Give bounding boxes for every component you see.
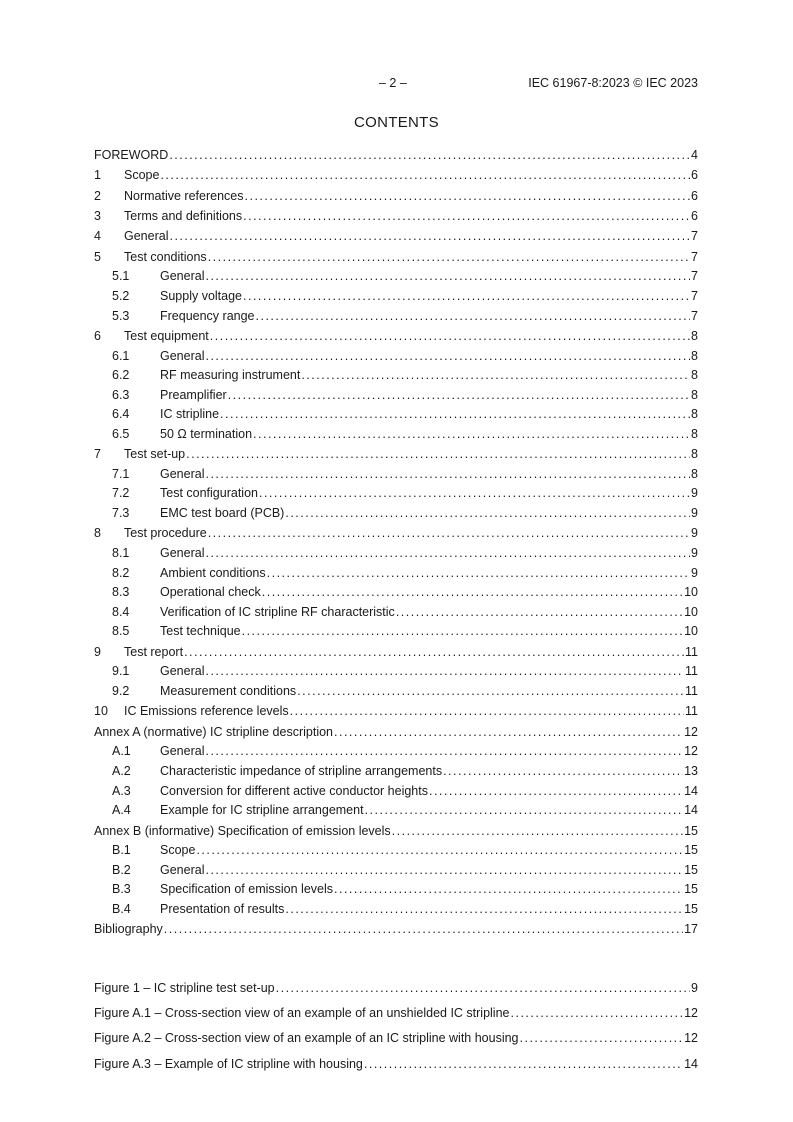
toc-entry-number: 9 xyxy=(94,644,101,659)
toc-entry-page: 10 xyxy=(684,624,698,639)
toc-entry[interactable] xyxy=(94,186,698,206)
toc-entry-title: Example for IC stripline arrangement xyxy=(160,803,364,818)
toc-entry[interactable] xyxy=(94,662,698,682)
toc-entry-page: 9 xyxy=(691,980,698,995)
dot-leader xyxy=(196,841,683,861)
dot-leader xyxy=(205,544,690,564)
dot-leader xyxy=(334,723,683,743)
toc-entry-page: 11 xyxy=(685,664,698,679)
toc-entry-page: 14 xyxy=(684,783,698,798)
toc-entry-title: Annex B (informative) Specification of emission levels xyxy=(94,823,391,838)
dot-leader xyxy=(186,445,690,465)
toc-entry-title: Normative references xyxy=(124,188,244,203)
toc-entry[interactable] xyxy=(94,742,698,762)
toc-entry[interactable] xyxy=(94,484,698,504)
toc-entry-page: 12 xyxy=(684,724,698,739)
toc-entry-number: 6.5 xyxy=(112,426,130,441)
toc-entry[interactable] xyxy=(94,702,698,722)
toc-entry-title: IC Emissions reference levels xyxy=(124,704,289,719)
toc-entry-page: 15 xyxy=(684,901,698,916)
toc-entry[interactable] xyxy=(94,920,698,940)
toc-entry[interactable] xyxy=(94,405,698,425)
toc-entry-page: 4 xyxy=(691,147,698,162)
toc-entry-page: 11 xyxy=(685,684,698,698)
toc-entry-title: Test report xyxy=(124,644,184,659)
toc-entry[interactable] xyxy=(94,165,698,185)
dot-leader xyxy=(184,643,684,663)
toc-entry[interactable] xyxy=(94,544,698,564)
toc-entry-page: 7 xyxy=(691,308,698,323)
toc-entry-title: Test set-up xyxy=(124,447,186,462)
toc-entry-title: Test technique xyxy=(160,624,241,639)
toc-entry-page: 12 xyxy=(684,744,698,759)
toc-entry-page: 9 xyxy=(691,565,698,580)
toc-entry[interactable] xyxy=(94,583,698,603)
figure-entry[interactable] xyxy=(94,975,698,1000)
toc-entry-title: Specification of emission levels xyxy=(160,882,333,897)
table-of-contents xyxy=(94,145,698,940)
toc-entry[interactable] xyxy=(94,861,698,881)
dot-leader xyxy=(205,662,684,682)
document-id: IEC 61967-8:2023 © IEC 2023 xyxy=(528,76,698,90)
dot-leader xyxy=(243,287,690,307)
toc-entry-title: General xyxy=(160,862,205,877)
figure-entry[interactable] xyxy=(94,1026,698,1051)
page-number: – 2 – xyxy=(379,76,407,90)
dot-leader xyxy=(242,622,683,642)
toc-entry-page: 9 xyxy=(691,486,698,501)
toc-entry-number: 5.1 xyxy=(112,269,130,284)
toc-entry[interactable] xyxy=(94,307,698,327)
toc-entry-title: Supply voltage xyxy=(160,288,243,303)
toc-entry[interactable] xyxy=(94,622,698,642)
toc-entry-page: 7 xyxy=(691,249,698,264)
dot-leader xyxy=(169,227,690,247)
toc-entry-title: Bibliography xyxy=(94,922,163,937)
toc-entry-title: Frequency range xyxy=(160,308,255,323)
dot-leader xyxy=(334,880,683,900)
toc-entry-number: 9.2 xyxy=(112,684,130,698)
toc-entry-number: A.1 xyxy=(112,744,131,759)
toc-entry-number: 8.1 xyxy=(112,546,130,561)
toc-entry-number: B.3 xyxy=(112,882,131,897)
dot-leader xyxy=(228,386,690,406)
toc-entry-number: B.2 xyxy=(112,862,131,877)
toc-entry-number: 10 xyxy=(94,704,108,719)
toc-entry-title: General xyxy=(160,664,205,679)
toc-entry-page: 13 xyxy=(684,763,698,778)
dot-leader xyxy=(243,207,690,227)
toc-entry[interactable] xyxy=(94,347,698,367)
dot-leader xyxy=(169,146,690,166)
toc-entry-title: Figure 1 – IC stripline test set-up xyxy=(94,980,275,995)
toc-entry-page: 10 xyxy=(684,604,698,619)
toc-entry-number: 6.3 xyxy=(112,387,130,402)
toc-entry[interactable] xyxy=(94,762,698,782)
toc-entry-title: Terms and definitions xyxy=(124,208,243,223)
figure-entry[interactable] xyxy=(94,1000,698,1025)
toc-entry-number: 7.2 xyxy=(112,486,130,501)
dot-leader xyxy=(429,782,683,802)
toc-entry-page: 11 xyxy=(685,704,698,719)
dot-leader xyxy=(164,920,683,940)
dot-leader xyxy=(210,327,690,347)
toc-entry[interactable] xyxy=(94,722,698,742)
toc-entry[interactable] xyxy=(94,227,698,247)
toc-entry[interactable] xyxy=(94,267,698,287)
dot-leader xyxy=(365,801,684,821)
toc-entry-title: Conversion for different active conductor heights xyxy=(160,783,428,798)
toc-entry[interactable] xyxy=(94,603,698,623)
toc-entry[interactable] xyxy=(94,642,698,662)
toc-entry-title: Figure A.3 – Example of IC stripline with housing xyxy=(94,1056,363,1071)
toc-entry-title: Figure A.2 – Cross-section view of an example of an IC stripline with housing xyxy=(94,1031,519,1046)
toc-entry-number: 6 xyxy=(94,328,101,343)
figure-entry[interactable] xyxy=(94,1051,698,1076)
toc-entry-page: 8 xyxy=(691,368,698,383)
toc-entry-page: 6 xyxy=(691,208,698,223)
toc-entry-title: 50 Ω termination xyxy=(160,426,253,441)
page-header xyxy=(94,76,698,92)
toc-entry[interactable] xyxy=(94,504,698,524)
page-title: CONTENTS xyxy=(354,114,439,131)
toc-entry-title: Scope xyxy=(160,843,196,858)
toc-entry-title: Characteristic impedance of stripline arrangements xyxy=(160,763,443,778)
toc-entry-page: 15 xyxy=(684,843,698,858)
toc-entry-number: 8.2 xyxy=(112,565,130,580)
dot-leader xyxy=(205,347,690,367)
toc-entry[interactable] xyxy=(94,880,698,900)
toc-entry-number: 7.3 xyxy=(112,506,130,521)
toc-entry-title: Measurement conditions xyxy=(160,684,297,698)
toc-entry-title: Test configuration xyxy=(160,486,258,501)
toc-entry-page: 9 xyxy=(691,526,698,541)
dot-leader xyxy=(205,465,690,485)
toc-entry-title: FOREWORD xyxy=(94,147,169,162)
toc-entry-page: 11 xyxy=(685,644,698,659)
dot-leader xyxy=(256,307,691,327)
toc-entry-number: B.4 xyxy=(112,901,131,916)
toc-entry-number: 8 xyxy=(94,526,101,541)
toc-entry-page: 15 xyxy=(684,882,698,897)
toc-entry-title: General xyxy=(124,229,169,244)
toc-entry[interactable] xyxy=(94,145,698,165)
toc-entry-title: IC stripline xyxy=(160,407,220,422)
toc-entry-page: 14 xyxy=(684,803,698,818)
toc-entry-number: 5 xyxy=(94,249,101,264)
toc-entry-page: 7 xyxy=(691,229,698,244)
toc-entry[interactable] xyxy=(94,425,698,445)
dot-leader xyxy=(301,366,690,386)
dot-leader xyxy=(443,762,683,782)
toc-entry[interactable] xyxy=(94,524,698,544)
toc-entry-page: 9 xyxy=(691,506,698,521)
toc-entry[interactable] xyxy=(94,287,698,307)
toc-entry-page: 17 xyxy=(684,922,698,937)
toc-entry-number: A.3 xyxy=(112,783,131,798)
toc-entry-number: 4 xyxy=(94,229,101,244)
toc-entry-number: 5.3 xyxy=(112,308,130,323)
dot-leader xyxy=(392,822,683,842)
dot-leader xyxy=(276,976,690,1001)
dot-leader xyxy=(262,583,683,603)
dot-leader xyxy=(253,425,690,445)
list-of-figures xyxy=(94,975,698,1076)
toc-entry-number: 1 xyxy=(94,168,101,183)
toc-entry-title: Figure A.1 – Cross-section view of an example of an unshielded IC stripline xyxy=(94,1006,510,1021)
dot-leader xyxy=(290,702,684,722)
toc-entry-number: A.2 xyxy=(112,763,131,778)
toc-entry-page: 12 xyxy=(684,1031,698,1046)
toc-entry-page: 8 xyxy=(691,447,698,462)
toc-entry-number: 8.4 xyxy=(112,604,130,619)
toc-entry-title: Test conditions xyxy=(124,249,207,264)
toc-entry-page: 6 xyxy=(691,168,698,183)
dot-leader xyxy=(208,524,690,544)
toc-entry-page: 8 xyxy=(691,328,698,343)
toc-entry-title: General xyxy=(160,744,205,759)
toc-entry-number: 3 xyxy=(94,208,101,223)
dot-leader xyxy=(297,682,684,702)
toc-entry-page: 15 xyxy=(684,823,698,838)
toc-entry[interactable] xyxy=(94,682,698,702)
toc-entry-page: 12 xyxy=(684,1006,698,1021)
dot-leader xyxy=(205,861,683,881)
toc-entry-page: 10 xyxy=(684,585,698,600)
toc-entry-page: 8 xyxy=(691,387,698,402)
toc-entry[interactable] xyxy=(94,900,698,920)
dot-leader xyxy=(205,742,683,762)
toc-entry-number: 6.4 xyxy=(112,407,130,422)
toc-entry[interactable] xyxy=(94,366,698,386)
toc-entry-title: Scope xyxy=(124,168,160,183)
toc-entry-page: 9 xyxy=(691,546,698,561)
toc-entry-page: 7 xyxy=(691,269,698,284)
toc-entry-number: 8.5 xyxy=(112,624,130,639)
toc-entry-page: 14 xyxy=(684,1056,698,1071)
toc-entry-page: 8 xyxy=(691,407,698,422)
toc-entry-title: Verification of IC stripline RF characteristic xyxy=(160,604,395,619)
toc-entry[interactable] xyxy=(94,386,698,406)
toc-entry-number: 9.1 xyxy=(112,664,130,679)
toc-entry-page: 8 xyxy=(691,426,698,441)
toc-entry-number: B.1 xyxy=(112,843,131,858)
toc-entry-page: 15 xyxy=(684,862,698,877)
toc-entry[interactable] xyxy=(94,801,698,821)
dot-leader xyxy=(396,603,683,623)
toc-entry-number: 7 xyxy=(94,447,101,462)
dot-leader xyxy=(511,1001,684,1026)
toc-entry-title: General xyxy=(160,348,205,363)
toc-entry[interactable] xyxy=(94,444,698,464)
toc-entry-number: 6.2 xyxy=(112,368,130,383)
toc-entry-number: A.4 xyxy=(112,803,131,818)
dot-leader xyxy=(220,405,690,425)
toc-entry[interactable] xyxy=(94,564,698,584)
toc-entry-number: 5.2 xyxy=(112,288,130,303)
toc-entry-page: 8 xyxy=(691,348,698,363)
toc-entry-title: Test procedure xyxy=(124,526,207,541)
toc-entry-page: 8 xyxy=(691,466,698,481)
toc-entry[interactable] xyxy=(94,821,698,841)
toc-entry-title: EMC test board (PCB) xyxy=(160,506,285,521)
toc-entry-title: Operational check xyxy=(160,585,261,600)
toc-entry-title: Preamplifier xyxy=(160,387,227,402)
toc-entry[interactable] xyxy=(94,206,698,226)
dot-leader xyxy=(205,267,690,287)
toc-entry-title: General xyxy=(160,269,205,284)
toc-entry-title: General xyxy=(160,466,205,481)
toc-entry-title: Ambient conditions xyxy=(160,565,266,580)
dot-leader xyxy=(259,484,690,504)
toc-entry-title: General xyxy=(160,546,205,561)
toc-entry-number: 6.1 xyxy=(112,348,130,363)
toc-entry[interactable] xyxy=(94,247,698,267)
dot-leader xyxy=(160,166,690,186)
dot-leader xyxy=(245,187,691,207)
toc-entry[interactable] xyxy=(94,465,698,485)
toc-entry-title: Test equipment xyxy=(124,328,209,343)
dot-leader xyxy=(285,504,690,524)
toc-entry-page: 6 xyxy=(691,188,698,203)
dot-leader xyxy=(520,1026,684,1051)
dot-leader xyxy=(285,900,683,920)
dot-leader xyxy=(267,564,690,584)
toc-entry-title: Annex A (normative) IC stripline description xyxy=(94,724,333,739)
dot-leader xyxy=(364,1052,683,1077)
toc-entry-number: 8.3 xyxy=(112,585,130,600)
toc-entry-number: 7.1 xyxy=(112,466,130,481)
toc-entry-page: 7 xyxy=(691,288,698,303)
toc-entry-number: 2 xyxy=(94,188,101,203)
toc-entry-title: Presentation of results xyxy=(160,901,285,916)
toc-entry-title: RF measuring instrument xyxy=(160,368,301,383)
toc-entry[interactable] xyxy=(94,841,698,861)
toc-entry[interactable] xyxy=(94,782,698,802)
dot-leader xyxy=(208,248,690,268)
toc-entry[interactable] xyxy=(94,326,698,346)
